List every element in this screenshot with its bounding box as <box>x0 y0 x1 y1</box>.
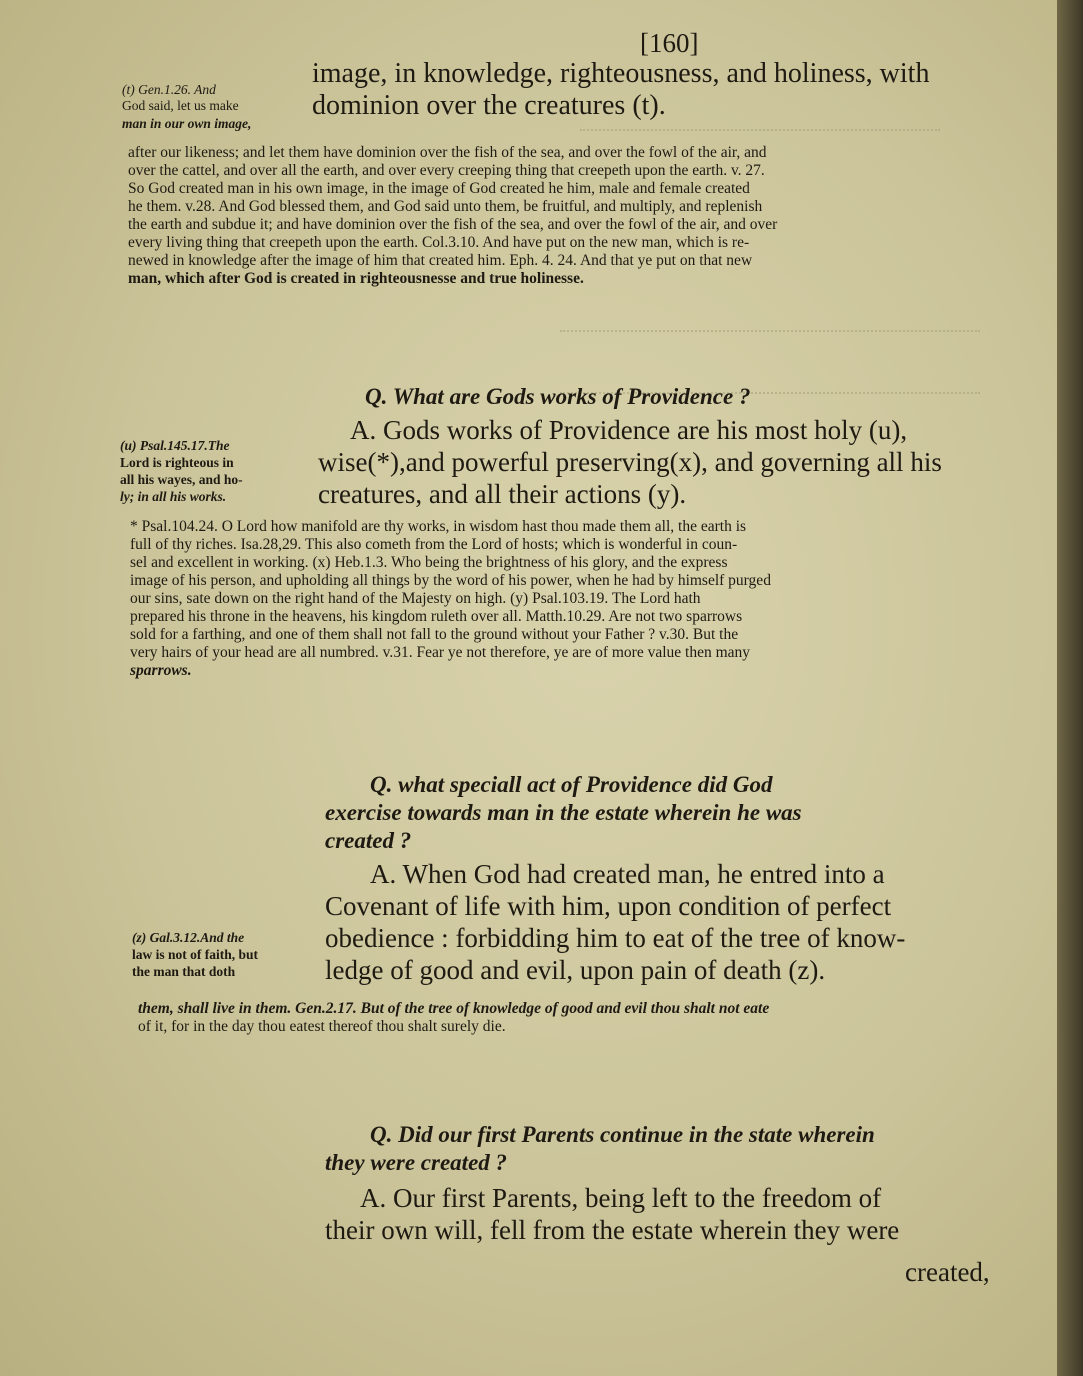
page-number: [160] <box>640 28 699 58</box>
proof-text-line: over the cattel, and over all the earth, and over every creeping thing that creepeth upon the earth. v. 27. <box>128 162 765 179</box>
proof-text-line: he them. v.28. And God blessed them, and God said unto them, be fruitful, and multiply, and replenish <box>128 198 763 215</box>
answer-line: A. Our first Parents, being left to the freedom of <box>360 1183 882 1213</box>
proof-text-line: full of thy riches. Isa.28,29. This also cometh from the Lord of hosts; which is wonderful in coun- <box>130 536 738 553</box>
answer-line: ledge of good and evil, upon pain of death (z). <box>325 955 826 985</box>
proof-text-line: sparrows. <box>130 662 192 679</box>
question-heading: Q. Did our first Parents continue in the state wherein <box>370 1122 875 1147</box>
margin-note-line: ly; in all his works. <box>120 489 227 504</box>
proof-text-line: them, shall live in them. Gen.2.17. But of the tree of knowledge of good and evil thou shalt not eate <box>138 1000 770 1017</box>
margin-note-line: man in our own image, <box>122 116 252 131</box>
answer-line: creatures, and all their actions (y). <box>318 479 687 509</box>
proof-text-line: So God created man in his own image, in the image of God created he him, male and female created <box>128 180 750 197</box>
proof-text-line: prepared his throne in the heavens, his kingdom ruleth over all. Matth.10.29. Are not two sparrows <box>130 608 743 625</box>
margin-note-line: law is not of faith, but <box>132 947 259 962</box>
answer-line: Covenant of life with him, upon condition of perfect <box>325 891 892 921</box>
proof-text-line: very hairs of your head are all numbred. v.31. Fear ye not therefore, ye are of more value then many <box>130 644 751 661</box>
margin-note-line: Lord is righteous in <box>120 455 234 470</box>
answer-line: obedience : forbidding him to eat of the tree of know- <box>325 923 906 953</box>
proof-text-line: image of his person, and upholding all things by the word of his power, when he had by himself purged <box>130 572 771 589</box>
question-heading: Q. What are Gods works of Providence ? <box>365 384 751 409</box>
question-heading: Q. what speciall act of Providence did God <box>370 772 773 797</box>
question-heading: exercise towards man in the estate wherein he was <box>325 800 802 825</box>
answer-line: created, <box>905 1257 990 1287</box>
proof-text-line: of it, for in the day thou eatest thereof thou shalt surely die. <box>138 1018 506 1035</box>
book-spine-shadow <box>1057 0 1083 1376</box>
question-heading: created ? <box>325 828 412 853</box>
margin-note-line: the man that doth <box>132 964 236 979</box>
margin-note-line: (z) Gal.3.12.And the <box>132 930 245 945</box>
proof-text-line: after our likeness; and let them have dominion over the fish of the sea, and over the fowl of the air, and <box>128 144 767 161</box>
proof-text-line: the earth and subdue it; and have dominion over the fish of the sea, and over the fowl of the air, and over <box>128 216 778 233</box>
answer-line: A. When God had created man, he entred into a <box>370 859 885 889</box>
answer-line: their own will, fell from the estate wherein they were <box>325 1215 900 1245</box>
proof-text-line: newed in knowledge after the image of him that created him. Eph. 4. 24. And that ye put on that new <box>128 252 753 269</box>
margin-note-line: all his wayes, and ho- <box>120 472 243 487</box>
answer-line: A. Gods works of Providence are his most holy (u), <box>350 415 908 445</box>
proof-text-line: man, which after God is created in righteousnesse and true holinesse. <box>128 270 584 287</box>
margin-note-line: (u) Psal.145.17.The <box>120 438 230 453</box>
proof-text-line: our sins, sate down on the right hand of the Majesty on high. (y) Psal.103.19. The Lord hath <box>130 590 701 607</box>
margin-note-line: God said, let us make <box>122 98 239 113</box>
proof-text-line: every living thing that creepeth upon the earth. Col.3.10. And have put on the new man, which is re- <box>128 234 750 251</box>
margin-note-line: (t) Gen.1.26. And <box>122 82 216 97</box>
answer-line: wise(*),and powerful preserving(x), and governing all his <box>318 447 942 477</box>
proof-text-line: sold for a farthing, and one of them shall not fall to the ground without your Father ? v.30. But the <box>130 626 739 643</box>
question-heading: they were created ? <box>325 1150 508 1175</box>
proof-text-line: * Psal.104.24. O Lord how manifold are thy works, in wisdom hast thou made them all, the earth is <box>130 518 747 535</box>
proof-text-line: sel and excellent in working. (x) Heb.1.3. Who being the brightness of his glory, and the express <box>130 554 728 571</box>
body-text-line: image, in knowledge, righteousness, and holiness, with <box>312 58 930 89</box>
body-text-line: dominion over the creatures (t). <box>312 90 666 121</box>
